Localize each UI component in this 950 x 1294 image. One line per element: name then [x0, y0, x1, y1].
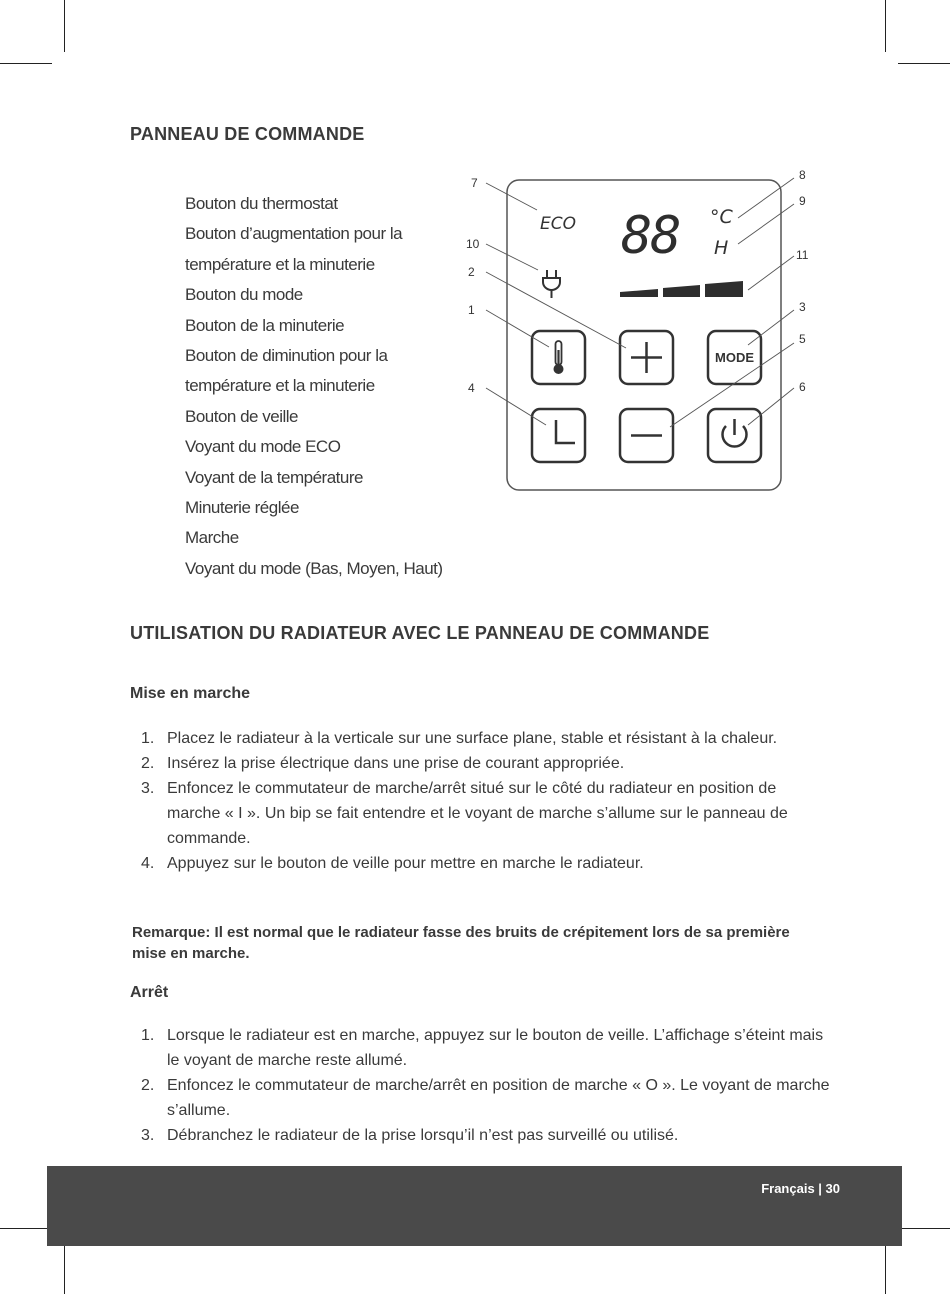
- heading-stop: Arrêt: [130, 984, 169, 1001]
- mode-button-label: MODE: [715, 350, 754, 365]
- legend-item: Voyant du mode ECO: [185, 437, 341, 457]
- crop-mark: [885, 0, 886, 52]
- legend-item: Voyant du mode (Bas, Moyen, Haut): [185, 558, 443, 578]
- step-text: Insérez la prise électrique dans une prise de courant appropriée.: [167, 755, 625, 772]
- step-number: 1.: [141, 1027, 155, 1044]
- callout-number: 2: [468, 265, 475, 279]
- list-item: [130, 1123, 830, 1148]
- decrease-button[interactable]: [620, 409, 673, 462]
- legend-item: Bouton de diminution pour la: [185, 345, 388, 365]
- legend-item: température et la minuterie: [185, 254, 375, 274]
- page-number: Français | 30: [761, 1181, 840, 1196]
- hour-indicator: H: [714, 237, 729, 259]
- step-number: 3.: [141, 1127, 155, 1144]
- step-text: Enfoncez le commutateur de marche/arrêt situé sur le côté du radiateur en position de marche « I ». Un bip se fait entendre et le voyant de marche s’allume sur le panneau de commande.: [167, 780, 788, 847]
- eco-indicator: ECO: [540, 214, 576, 234]
- control-panel-diagram: [455, 165, 815, 500]
- step-text: Placez le radiateur à la verticale sur une surface plane, stable et résistant à la chaleur.: [167, 730, 778, 747]
- legend-item: Bouton d’augmentation pour la: [185, 224, 403, 244]
- callout-number: 6: [799, 380, 806, 394]
- digit-display: 88: [621, 206, 680, 266]
- callout-number: 8: [799, 168, 806, 182]
- legend-item: Bouton de la minuterie: [185, 315, 345, 335]
- step-number: 1.: [141, 730, 155, 747]
- step-text: Débranchez le radiateur de la prise lorsqu’il n’est pas surveillé ou utilisé.: [167, 1127, 679, 1144]
- list-item: [130, 1023, 830, 1073]
- step-number: 4.: [141, 855, 155, 872]
- callout-number: 11: [796, 248, 809, 262]
- crop-mark: [0, 63, 52, 64]
- thermostat-button[interactable]: [532, 331, 585, 384]
- crop-mark: [64, 1242, 65, 1294]
- section-title-control-panel: PANNEAU DE COMMANDE: [130, 124, 365, 144]
- page-footer: [47, 1166, 902, 1246]
- crop-mark: [0, 1228, 52, 1229]
- legend-item: Bouton du mode: [185, 285, 303, 305]
- step-number: 3.: [141, 780, 155, 797]
- legend-item: Marche: [185, 528, 239, 548]
- note-remark: Remarque: Il est normal que le radiateur fasse des bruits de crépitement lors de sa première mise en marche.: [132, 924, 790, 962]
- callout-number: 4: [468, 381, 475, 395]
- start-steps-list: [130, 726, 830, 876]
- standby-button[interactable]: [708, 409, 761, 462]
- list-item: [130, 1073, 830, 1123]
- step-text: Enfoncez le commutateur de marche/arrêt en position de marche « O ». Le voyant de marche s’allume.: [167, 1077, 830, 1119]
- list-item: [130, 851, 830, 876]
- list-item: [130, 726, 830, 751]
- crop-mark: [898, 63, 950, 64]
- step-text: Appuyez sur le bouton de veille pour mettre en marche le radiateur.: [167, 855, 644, 872]
- timer-button[interactable]: [532, 409, 585, 462]
- heading-start: Mise en marche: [130, 685, 251, 702]
- legend-item: Minuterie réglée: [185, 497, 299, 517]
- list-item: [130, 776, 830, 851]
- panel-legend: [185, 189, 475, 584]
- callout-number: 1: [468, 303, 475, 317]
- callout-number: 9: [799, 194, 806, 208]
- step-number: 2.: [141, 1077, 155, 1094]
- crop-mark: [898, 1228, 950, 1229]
- stop-steps-list: [130, 1023, 830, 1148]
- step-text: Lorsque le radiateur est en marche, appuyez sur le bouton de veille. L’affichage s’éteint mais le voyant de marche reste allumé.: [167, 1027, 824, 1069]
- legend-item: Bouton du thermostat: [185, 194, 338, 213]
- callout-number: 3: [799, 300, 806, 314]
- callout-number: 5: [799, 332, 806, 346]
- legend-item: température et la minuterie: [185, 376, 375, 396]
- celsius-indicator: °C: [710, 206, 733, 228]
- crop-mark: [885, 1242, 886, 1294]
- step-number: 2.: [141, 755, 155, 772]
- legend-item: Bouton de veille: [185, 406, 298, 426]
- increase-button[interactable]: [620, 331, 673, 384]
- crop-mark: [64, 0, 65, 52]
- callout-number: 7: [471, 176, 478, 190]
- mode-button[interactable]: [708, 331, 761, 384]
- legend-item: Voyant de la température: [185, 467, 363, 487]
- callout-number: 10: [466, 237, 480, 251]
- section-title-usage: UTILISATION DU RADIATEUR AVEC LE PANNEAU DE COMMANDE: [130, 623, 710, 643]
- list-item: [130, 751, 830, 776]
